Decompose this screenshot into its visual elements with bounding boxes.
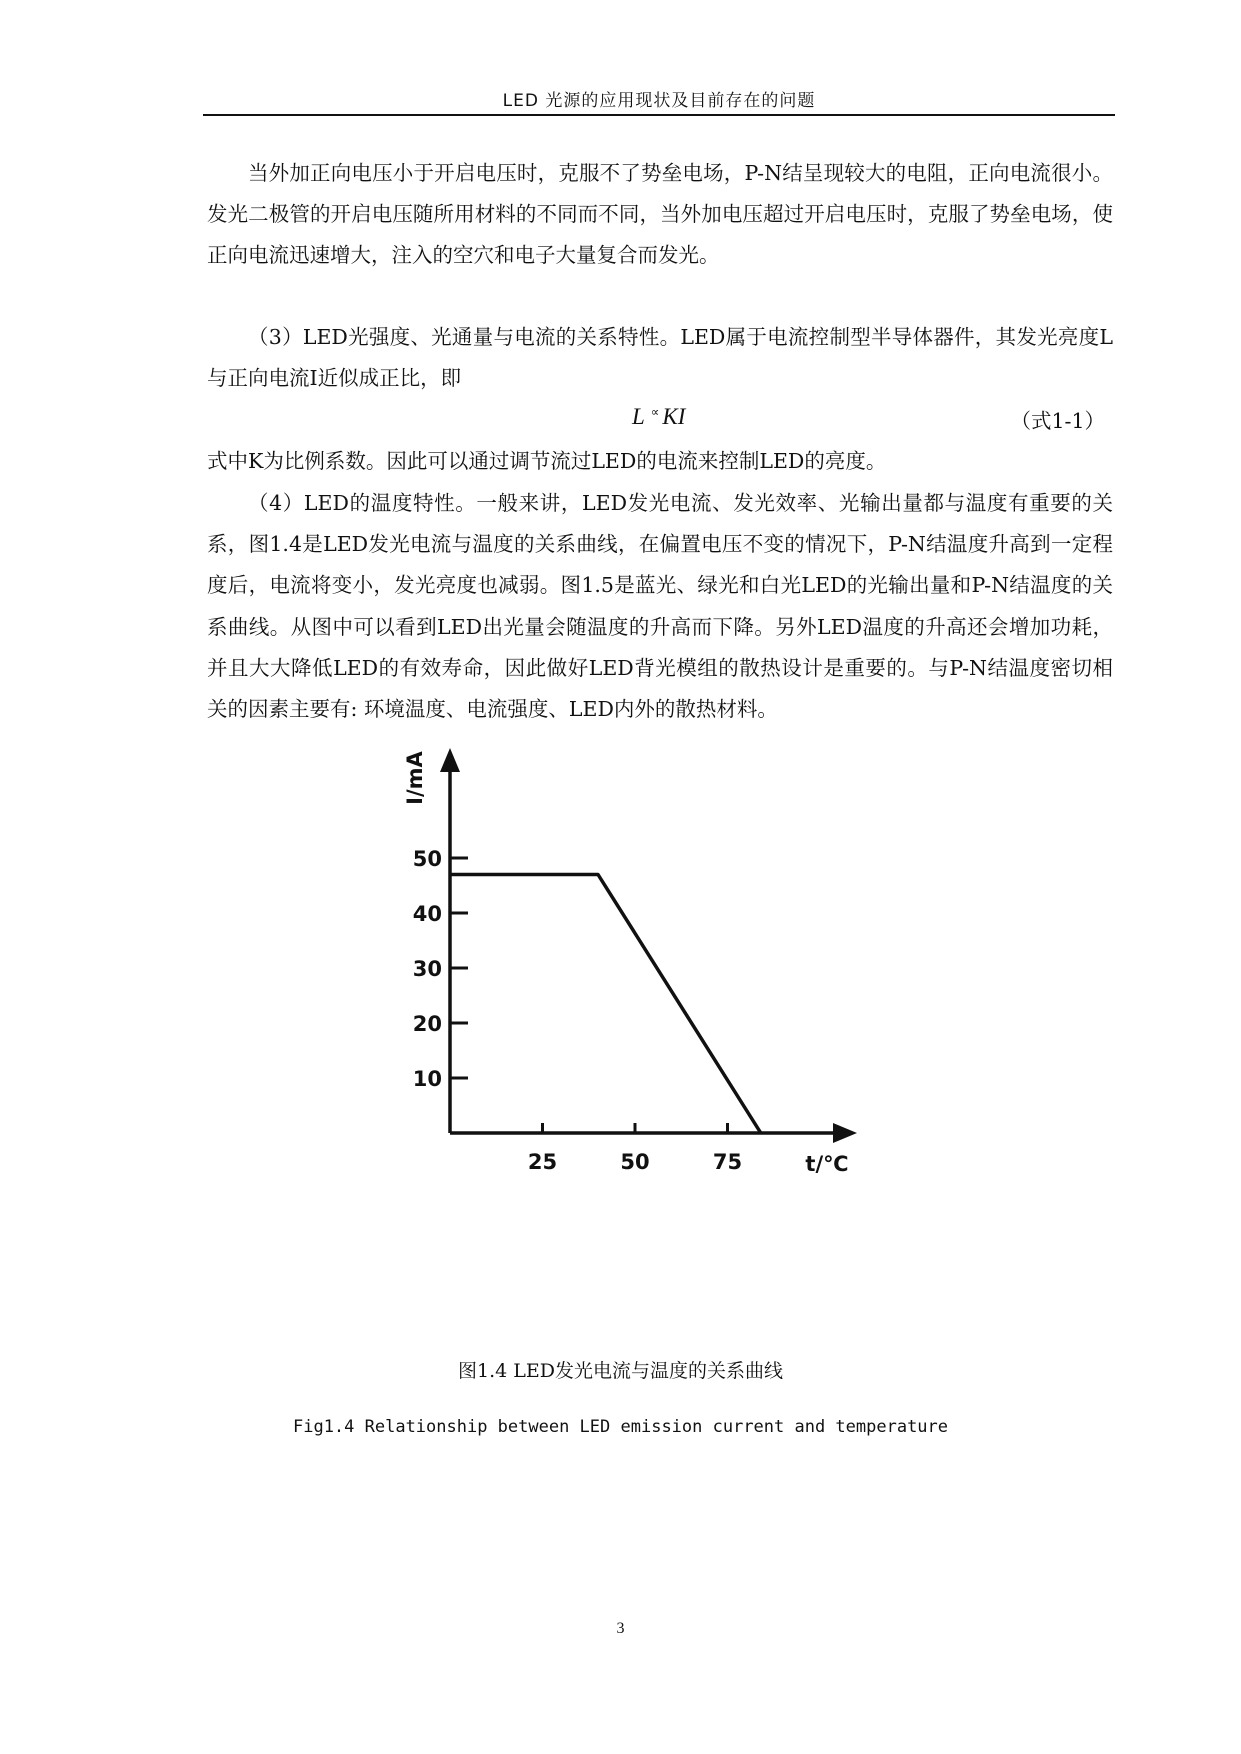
current-temperature-chart [385,751,925,1332]
equation-1-1 [207,400,1113,436]
chart-ticks [413,847,742,1174]
equation-lhs: L [632,404,645,429]
y-axis-arrowhead [440,748,460,772]
paragraph-turn-on-voltage: 当外加正向电压小于开启电压时，克服不了势垒电场，P-N结呈现较大的电阻，正向电流很小。发光二极管的开启电压随所用材料的不同而不同，当外加电压超过开启电压时，克服了势垒电场，使正向电流迅速增大，注入的空穴和电子大量复合而发光。 [207,161,1113,268]
x-tick-label: 75 [712,1150,743,1174]
series-data-point [597,873,600,876]
page-number: 3 [616,1620,625,1637]
figure-caption-en: Fig1.4 Relationship between LED emission current and temperature [292,1417,949,1437]
x-tick-label: 50 [620,1150,650,1174]
paragraph-intensity-current: （3）LED光强度、光通量与电流的关系特性。LED属于电流控制型半导体器件，其发光亮度L与正向电流I近似成正比，即 [207,325,1113,391]
running-header: LED 光源的应用现状及目前存在的问题 [502,91,816,111]
current-temperature-series-line [450,875,761,1134]
y-tick-label: 50 [412,847,442,871]
equation-number: （式1-1） [1010,409,1105,433]
x-tick-label: 25 [527,1150,558,1174]
series-data-point [449,873,452,876]
x-axis-label: t/℃ [805,1152,849,1176]
proportional-symbol: ∝ [650,405,660,419]
chart-series [449,873,763,1135]
equation-formula [632,404,685,430]
paragraph-temperature: （4）LED的温度特性。一般来讲，LED发光电流、发光效率、光输出量都与温度有重要的关系，图1.4是LED发光电流与温度的关系曲线，在偏置电压不变的情况下，P-N结温度升高到一定程度后，电流将变小，发光亮度也减弱。图1.5是蓝光、绿光和白光LED的光输出量和P-N结温度的关系曲线。从图中可以看到LED出光量会随温度的升高而下降。另外LED温度的升高还会增加功耗，并且大大降低LED的有效寿命，因此做好LED背光模组的散热设计是重要的。与P-N结温度密切相关的因素主要有: 环境温度、电流强度、LED内外的散热材料。 [207,491,1113,722]
figure-1-4 [385,751,925,1332]
y-axis-label: I/mA [403,751,427,805]
y-tick-label: 30 [412,957,442,981]
figure-caption-cn: 图1.4 LED发光电流与温度的关系曲线 [458,1360,783,1382]
y-tick-label: 10 [412,1067,442,1091]
chart-axes [440,748,857,1143]
x-axis-arrowhead [833,1123,857,1143]
y-tick-label: 40 [412,902,442,926]
y-tick-label: 20 [412,1012,442,1036]
series-data-point [759,1132,762,1135]
paragraph-coefficient: 式中K为比例系数。因此可以通过调节流过LED的电流来控制LED的亮度。 [207,449,887,473]
equation-rhs: KI [662,404,686,429]
header-rule [203,114,1115,116]
